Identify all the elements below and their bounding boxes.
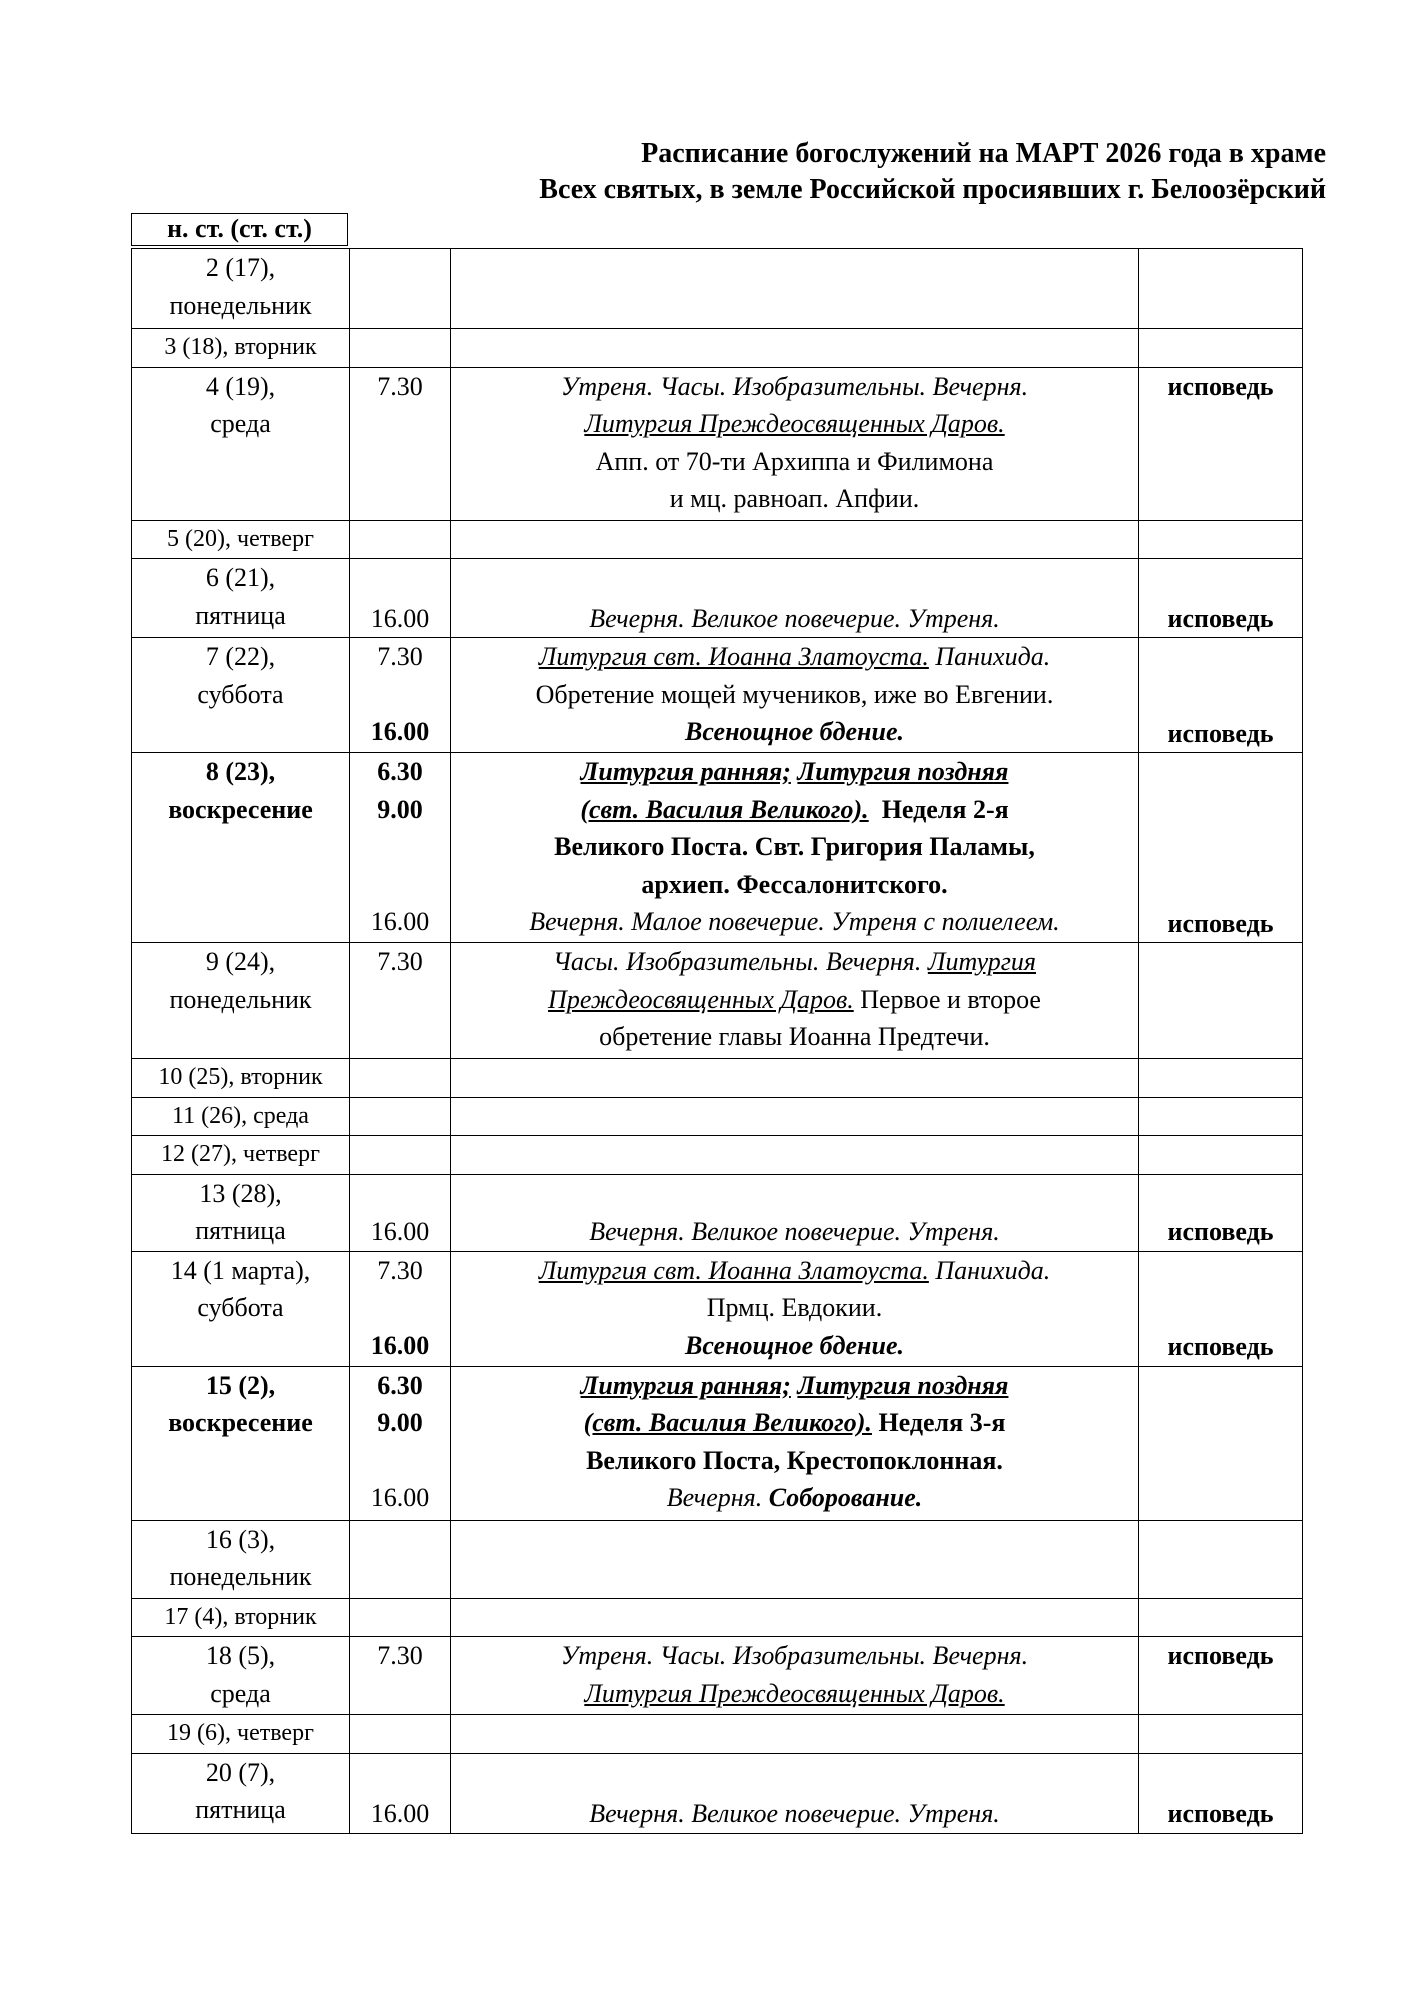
date-cell: 14 (1 марта), суббота xyxy=(132,1251,350,1366)
date-cell: 15 (2), воскресение xyxy=(132,1366,350,1520)
service-cell: Вечерня. Великое повечерие. Утреня. xyxy=(451,1174,1139,1251)
service-cell xyxy=(451,1715,1139,1754)
date-cell: 19 (6), четверг xyxy=(132,1715,350,1754)
table-row xyxy=(132,329,1303,368)
service-cell xyxy=(451,249,1139,329)
service-cell xyxy=(451,1136,1139,1175)
table-row xyxy=(132,1598,1303,1637)
time-cell xyxy=(350,1520,451,1598)
date-cell: 12 (27), четверг xyxy=(132,1136,350,1175)
time-cell xyxy=(350,1598,451,1637)
note-cell xyxy=(1139,520,1303,559)
time-cell xyxy=(350,1097,451,1136)
time-cell: 6.30 9.00 16.00 xyxy=(350,1366,451,1520)
time-cell: 7.30 16.00 xyxy=(350,1251,451,1366)
time-cell: 7.30 xyxy=(350,1637,451,1715)
service-cell xyxy=(451,1598,1139,1637)
time-cell: 7.30 16.00 xyxy=(350,638,451,753)
date-cell: 3 (18), вторник xyxy=(132,329,350,368)
date-cell: 13 (28), пятница xyxy=(132,1174,350,1251)
note-cell xyxy=(1139,1136,1303,1175)
note-cell xyxy=(1139,367,1303,520)
table-row xyxy=(132,520,1303,559)
date-cell: 8 (23), воскресение xyxy=(132,753,350,943)
time-cell: 7.30 xyxy=(350,367,451,520)
schedule-table xyxy=(131,248,1303,1834)
time-cell: 6.30 9.00 16.00 xyxy=(350,753,451,943)
note-cell xyxy=(1139,1251,1303,1366)
table-row xyxy=(132,1637,1303,1715)
table-row xyxy=(132,638,1303,753)
table-row xyxy=(132,1136,1303,1175)
table-row xyxy=(132,943,1303,1059)
confession-note: исповедь xyxy=(1167,908,1274,938)
confession-note: исповедь xyxy=(1167,371,1274,401)
time-cell: 16.00 xyxy=(350,559,451,638)
service-cell: Литургия свт. Иоанна Златоуста. Панихида. Прмц. Евдокии. Всенощное бдение. xyxy=(451,1251,1139,1366)
service-cell xyxy=(451,1520,1139,1598)
confession-note: исповедь xyxy=(1167,603,1274,633)
service-cell: Литургия ранняя; Литургия поздняя (свт. Василия Великого). Неделя 3-я Великого Поста, Крестопоклонная. Вечерня. Соборование. xyxy=(451,1366,1139,1520)
confession-note: исповедь xyxy=(1167,1641,1274,1670)
date-cell: 6 (21), пятница xyxy=(132,559,350,638)
table-row xyxy=(132,559,1303,638)
date-cell: 7 (22), суббота xyxy=(132,638,350,753)
confession-note: исповедь xyxy=(1167,1799,1274,1828)
table-row xyxy=(132,1366,1303,1520)
time-cell xyxy=(350,1715,451,1754)
time-cell: 16.00 xyxy=(350,1174,451,1251)
confession-note: исповедь xyxy=(1167,1217,1274,1246)
table-row xyxy=(132,367,1303,520)
time-cell: 16.00 xyxy=(350,1753,451,1833)
service-cell: Вечерня. Великое повечерие. Утреня. xyxy=(451,1753,1139,1833)
date-cell: 9 (24), понедельник xyxy=(132,943,350,1059)
date-cell: 11 (26), среда xyxy=(132,1097,350,1136)
date-cell: 16 (3), понедельник xyxy=(132,1520,350,1598)
service-cell xyxy=(451,329,1139,368)
table-row xyxy=(132,1174,1303,1251)
table-row xyxy=(132,1715,1303,1754)
note-cell xyxy=(1139,559,1303,638)
date-cell: 4 (19), среда xyxy=(132,367,350,520)
note-cell xyxy=(1139,1753,1303,1833)
table-row xyxy=(132,1059,1303,1098)
service-cell xyxy=(451,1059,1139,1098)
confession-note: исповедь xyxy=(1167,1332,1274,1361)
title-line-2: Всех святых, в земле Российской просиявших г. Белоозёрский xyxy=(539,174,1326,205)
service-cell: Литургия ранняя; Литургия поздняя (свт. Василия Великого). Неделя 2-я Великого Поста. Свт. Григория Паламы, архиеп. Фессалонитского. Вечерня. Малое повечерие. Утреня с полиелеем. xyxy=(451,753,1139,943)
time-cell: 7.30 xyxy=(350,943,451,1059)
table-row xyxy=(132,753,1303,943)
date-cell: 5 (20), четверг xyxy=(132,520,350,559)
date-cell: 18 (5), среда xyxy=(132,1637,350,1715)
table-row xyxy=(132,1753,1303,1833)
time-cell xyxy=(350,1059,451,1098)
table-row xyxy=(132,1097,1303,1136)
note-cell xyxy=(1139,943,1303,1059)
time-cell xyxy=(350,1136,451,1175)
date-cell: 17 (4), вторник xyxy=(132,1598,350,1637)
table-row xyxy=(132,1251,1303,1366)
date-cell: 20 (7), пятница xyxy=(132,1753,350,1833)
note-cell xyxy=(1139,1598,1303,1637)
note-cell xyxy=(1139,249,1303,329)
time-cell xyxy=(350,329,451,368)
note-cell xyxy=(1139,1715,1303,1754)
time-cell xyxy=(350,520,451,559)
title-line-1: Расписание богослужений на МАРТ 2026 года в храме xyxy=(641,138,1326,169)
table-row xyxy=(132,1520,1303,1598)
service-cell xyxy=(451,520,1139,559)
service-cell: Утреня. Часы. Изобразительны. Вечерня. Литургия Преждеосвященных Даров. xyxy=(451,1637,1139,1715)
note-cell xyxy=(1139,1366,1303,1520)
header-date-column: н. ст. (ст. ст.) xyxy=(131,213,348,246)
service-cell: Вечерня. Великое повечерие. Утреня. xyxy=(451,559,1139,638)
note-cell xyxy=(1139,753,1303,943)
schedule-title xyxy=(226,136,1326,208)
service-cell xyxy=(451,1097,1139,1136)
service-cell: Часы. Изобразительны. Вечерня. Литургия Преждеосвященных Даров. Первое и второе обретение главы Иоанна Предтечи. xyxy=(451,943,1139,1059)
table-row xyxy=(132,249,1303,329)
time-cell xyxy=(350,249,451,329)
note-cell xyxy=(1139,1520,1303,1598)
service-cell: Литургия свт. Иоанна Златоуста. Панихида. Обретение мощей мучеников, иже во Евгении. Всенощное бдение. xyxy=(451,638,1139,753)
date-cell: 10 (25), вторник xyxy=(132,1059,350,1098)
service-cell: Утреня. Часы. Изобразительны. Вечерня. Литургия Преждеосвященных Даров. Апп. от 70-ти Архиппа и Филимона и мц. равноап. Апфии. xyxy=(451,367,1139,520)
note-cell xyxy=(1139,1174,1303,1251)
confession-note: исповедь xyxy=(1167,718,1274,748)
note-cell xyxy=(1139,329,1303,368)
note-cell xyxy=(1139,1059,1303,1098)
note-cell xyxy=(1139,1097,1303,1136)
note-cell xyxy=(1139,638,1303,753)
date-cell: 2 (17), понедельник xyxy=(132,249,350,329)
note-cell xyxy=(1139,1637,1303,1715)
